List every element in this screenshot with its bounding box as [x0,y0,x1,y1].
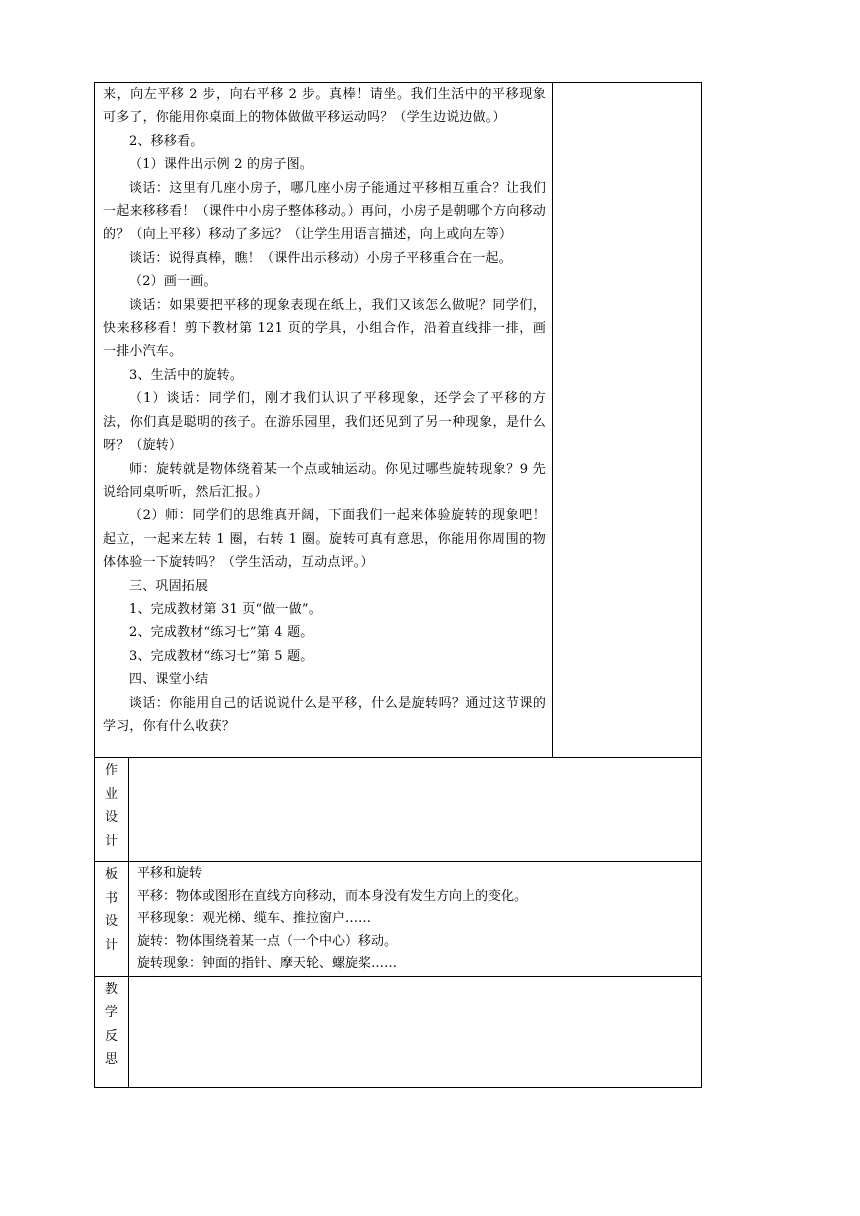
process-paragraph: 谈话：这里有几座小房子，哪几座小房子能通过平移相互重合？让我们一起来移移看！（课件中小房子整体移动。）再问，小房子是朝哪个方向移动的？（向上平移）移动了多远？（让学生用语言描述，向上或向左等） [103,180,547,243]
process-paragraph: 谈话：你能用自己的话说说什么是平移，什么是旋转吗？通过这节课的学习，你有什么收获？ [103,695,547,734]
reflection-label-char: 教 [104,981,118,997]
homework-label-char: 设 [104,810,118,825]
process-paragraph: （1）课件出示例 2 的房子图。 [129,157,314,173]
lesson-plan-table [94,82,702,1088]
reflection-label-char: 思 [104,1052,118,1067]
process-paragraph: 1、完成教材第 31 页“做一做”。 [129,601,322,617]
reflection-row [95,976,702,1087]
process-paragraph: 四、课堂小结 [129,672,209,688]
process-paragraph: 2、完成教材“练习七”第 4 题。 [129,625,314,641]
process-paragraph: 3、生活中的旋转。 [129,367,244,383]
reflection-label-char: 学 [104,1005,118,1020]
reflection-content-cell [129,976,702,1087]
homework-label-char: 作 [104,763,118,778]
process-text [103,83,546,738]
reflection-label [95,976,129,1087]
board-label-char: 书 [104,890,118,906]
board-label-char: 板 [104,867,118,882]
process-paragraph: （2）画一画。 [129,274,217,290]
lesson-plan-page [94,82,701,1086]
board-line: 平移现象：观光梯、缆车、推拉窗户…… [137,911,372,926]
homework-label-char: 业 [104,786,118,802]
board-row [95,862,702,977]
board-title: 平移和旋转 [137,866,203,881]
process-notes-cell [553,83,702,758]
process-paragraph: 三、巩固拓展 [129,578,209,594]
homework-label-char: 计 [104,833,118,849]
reflection-label-char: 反 [104,1028,118,1044]
homework-row [95,758,702,862]
process-paragraph: 来，向左平移 2 步，向右平移 2 步。真棒！请坐。我们生活中的平移现象可多了，你能用你桌面上的物体做做平移运动吗？（学生边说边做。） [103,87,547,126]
board-label-char: 设 [104,914,118,929]
process-paragraph: 3、完成教材“练习七”第 5 题。 [129,648,314,664]
process-paragraph: 谈话：说得真棒，瞧！（课件出示移动）小房子平移重合在一起。 [129,250,512,266]
board-label-char: 计 [104,937,118,953]
homework-content-cell [129,758,702,862]
homework-label [95,758,129,862]
board-line: 旋转：物体围绕着某一点（一个中心）移动。 [137,933,398,949]
board-line: 旋转现象：钟面的指针、摩天轮、螺旋桨…… [137,956,398,971]
process-paragraph: 师：旋转就是物体绕着某一个点或轴运动。你见过哪些旋转现象？9 先说给同桌听听，然后汇报。） [103,461,547,500]
process-paragraph: 谈话：如果要把平移的现象表现在纸上，我们又该怎么做呢？同学们，快来移移看！剪下教材第 121 页的学具，小组合作，沿着直线排一排，画一排小汽车。 [103,297,547,360]
board-label [95,862,129,977]
process-paragraph: （2）师：同学们的思维真开阔，下面我们一起来体验旋转的现象吧！起立，一起来左转 1 圈，右转 1 圈。旋转可真有意思，你能用你周围的物体体验一下旋转吗？（学生活动，互动点评。） [103,508,547,571]
process-paragraph: 2、移移看。 [129,133,204,149]
board-content-cell [129,862,702,977]
board-line: 平移：物体或图形在直线方向移动，而本身没有发生方向上的变化。 [137,888,528,904]
process-row [95,83,702,758]
process-content-cell [95,83,553,758]
process-paragraph: （1）谈话：同学们，刚才我们认识了平移现象，还学会了平移的方法，你们真是聪明的孩子。在游乐园里，我们还见到了另一种现象，是什么呀？（旋转） [103,391,547,454]
